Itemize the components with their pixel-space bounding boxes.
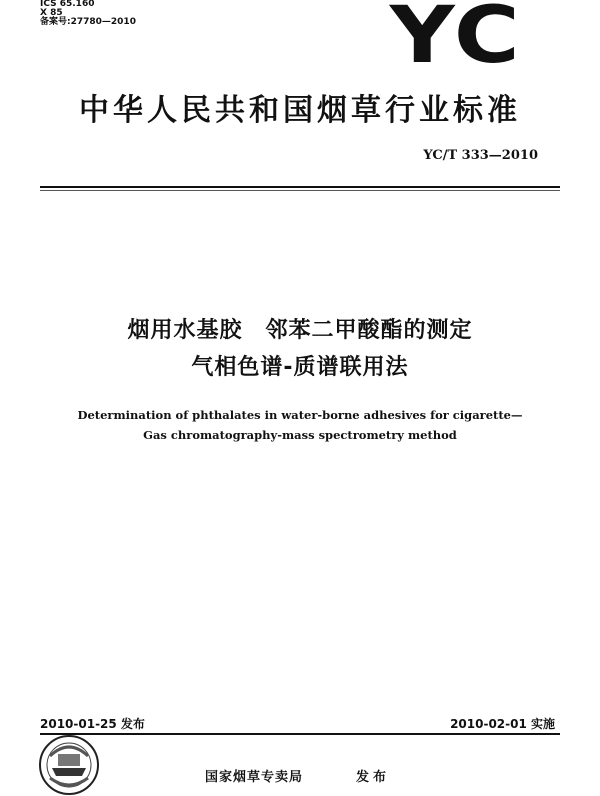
effective-date: 2010-02-01 实施 <box>450 717 555 731</box>
classification-code: X 85 <box>40 8 63 18</box>
metadata-block <box>40 0 136 27</box>
document-title-en-line2: Gas chromatography-mass spectrometry method <box>143 428 457 442</box>
yc-logo: YC <box>389 0 522 81</box>
publisher-seal-icon <box>38 734 100 796</box>
issue-label: 发布 <box>356 770 391 785</box>
standard-title: 中华人民共和国烟草行业标准 <box>79 93 521 128</box>
header-divider-secondary <box>40 190 560 191</box>
publisher-name: 国家烟草专卖局 <box>205 770 304 785</box>
record-number: 备案号:27780—2010 <box>40 17 136 27</box>
footer-divider <box>40 733 560 735</box>
header-divider <box>40 186 560 188</box>
ics-code: ICS 65.160 <box>40 0 95 9</box>
standard-number: YC/T 333—2010 <box>423 148 538 163</box>
document-title-cn-line1: 烟用水基胶 邻苯二甲酸酯的测定 <box>127 318 473 343</box>
document-title-en-line1: Determination of phthalates in water-borne adhesives for cigarette— <box>77 408 523 422</box>
publish-date: 2010-01-25 发布 <box>40 717 145 731</box>
document-title-cn-line2: 气相色谱-质谱联用法 <box>191 355 409 380</box>
